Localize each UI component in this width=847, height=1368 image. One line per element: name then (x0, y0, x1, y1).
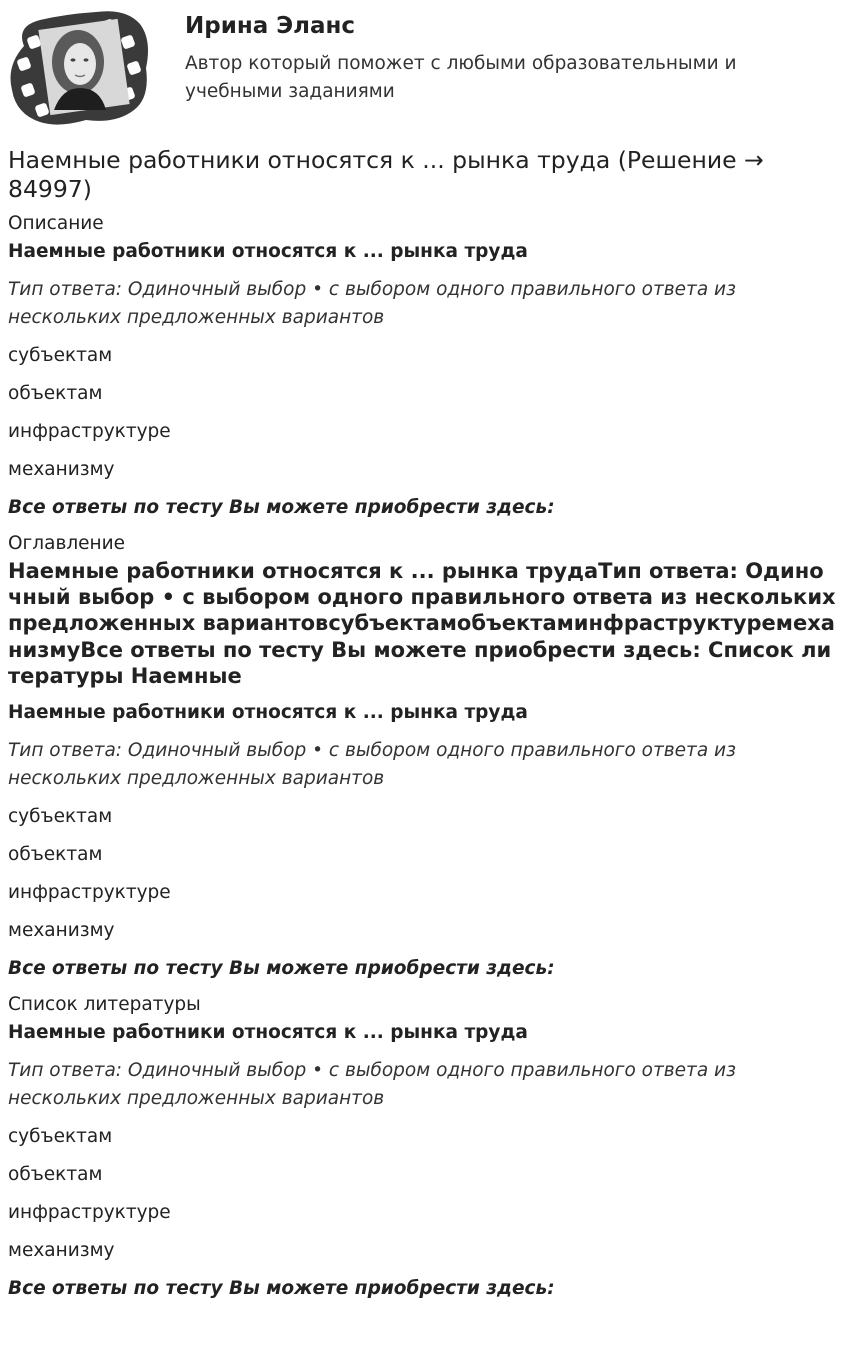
buy-answers-text: Все ответы по тесту Вы можете приобрести здесь: (8, 497, 555, 518)
page-title: Наемные работники относятся к ... рынка труда (Решение → 84997) (8, 146, 764, 203)
description-section (8, 210, 838, 522)
author-photo-frame-icon[interactable] (6, 6, 152, 128)
answer-option: инфраструктуре (8, 421, 171, 442)
answer-type: Тип ответа: Одиночный выбор • с выбором одного правильного ответа из нескольких предложенных вариантов (8, 740, 736, 790)
question-title: Наемные работники относятся к ... рынка труда (8, 702, 528, 724)
toc-summary: Наемные работники относятся к ... рынка трудаТип ответа: Одиночный выбор • с выбором одного правильного ответа из нескольких предложенных вариантовсубъектамобъектаминфраструктуремеханизмуВсе ответы по тесту Вы можете приобрести здесь: Список литературы Наемные (8, 559, 836, 688)
answer-option: субъектам (8, 345, 113, 366)
toc-section (8, 530, 838, 983)
answer-option: инфраструктуре (8, 882, 171, 904)
answer-type: Тип ответа: Одиночный выбор • с выбором одного правильного ответа из нескольких предложенных вариантов (8, 1060, 736, 1110)
section-label-description: Описание (8, 213, 104, 234)
buy-answers-text: Все ответы по тесту Вы можете приобрести здесь: (8, 958, 555, 980)
author-name[interactable]: Ирина Эланс (185, 13, 356, 39)
question-title: Наемные работники относятся к ... рынка труда (8, 241, 528, 262)
answer-option: инфраструктуре (8, 1202, 171, 1224)
section-label-toc: Оглавление (8, 533, 126, 554)
main-content (8, 146, 838, 1311)
answer-option: объектам (8, 383, 103, 404)
references-section (8, 991, 838, 1303)
answer-option: механизму (8, 920, 115, 942)
author-description: Автор который поможет с любыми образовательными и учебными заданиями (185, 53, 737, 102)
question-title: Наемные работники относятся к ... рынка труда (8, 1022, 528, 1044)
buy-answers-text: Все ответы по тесту Вы можете приобрести здесь: (8, 1278, 555, 1300)
section-label-references: Список литературы (8, 994, 201, 1016)
answer-option: объектам (8, 844, 103, 866)
answer-option: объектам (8, 1164, 103, 1186)
answer-option: механизму (8, 1240, 115, 1262)
answer-option: субъектам (8, 806, 113, 828)
answer-option: субъектам (8, 1126, 113, 1148)
author-header (0, 0, 847, 140)
answer-option: механизму (8, 459, 115, 480)
answer-type: Тип ответа: Одиночный выбор • с выбором одного правильного ответа из нескольких предложенных вариантов (8, 279, 736, 328)
